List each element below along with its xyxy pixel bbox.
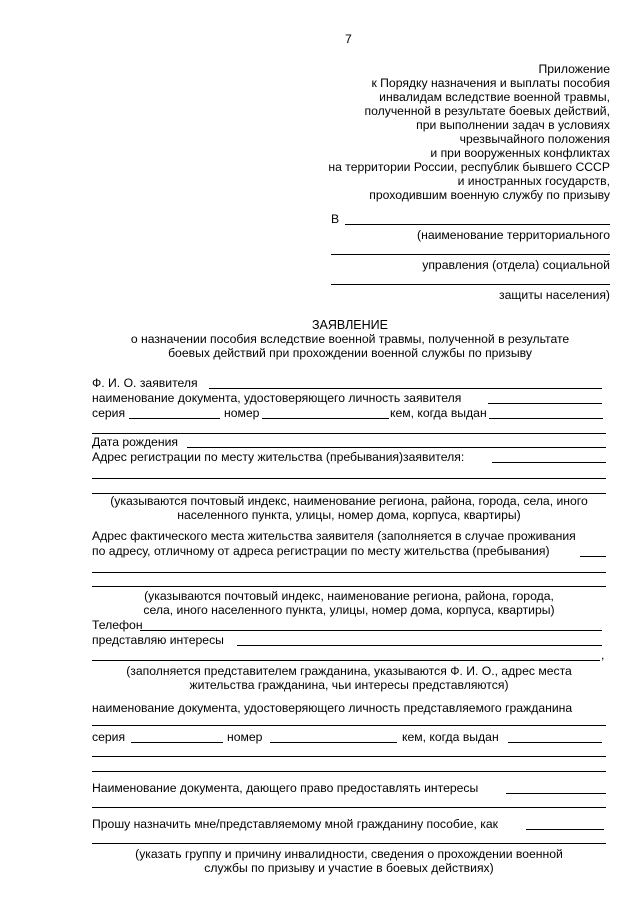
phone-field[interactable] [140, 630, 602, 631]
blank-line[interactable] [92, 807, 606, 808]
fio-field[interactable] [209, 388, 602, 389]
appendix-line: Приложение [538, 62, 610, 76]
fact-address-label: Адрес фактического места жительства заявителя (заполняется в случае проживания [92, 529, 576, 543]
fact-address-label: по адресу, отличному от адреса регистрации по месту жительства (пребывания) [92, 544, 550, 558]
number-field[interactable] [270, 742, 397, 743]
addressee-hint: защиты населения) [499, 288, 610, 302]
appendix-line: на территории России, республик бывшего СССР [328, 160, 610, 174]
appendix-line: и при вооруженных конфликтах [430, 146, 610, 160]
reg-address-hint: (указываются почтовый индекс, наименование региона, района, города, села, иного [110, 494, 588, 508]
birth-date-label: Дата рождения [92, 435, 178, 449]
number-label: номер [227, 730, 263, 744]
reg-address-hint: населенного пункта, улицы, номер дома, корпуса, квартиры) [177, 508, 521, 522]
appendix-line: и иностранных государств, [457, 174, 610, 188]
addressee-hint: (наименование территориального [417, 228, 610, 242]
appendix-line: проходившим военную службу по призыву [369, 188, 610, 202]
series-label: серия [92, 730, 126, 744]
addressee-line[interactable] [331, 284, 610, 285]
document-subtitle: боевых действий при прохождении военной службы по призыву [168, 346, 532, 360]
addressee-prefix: В [331, 212, 340, 226]
request-label: Прошу назначить мне/представляемому мной гражданину пособие, как [92, 817, 498, 831]
addressee-line[interactable] [345, 224, 610, 225]
represent-hint: жительства гражданина, чьи интересы представляются) [189, 678, 509, 692]
fio-label: Ф. И. О. заявителя [92, 376, 198, 390]
appendix-line: инвалидам вследствие военной травмы, [379, 90, 610, 104]
addressee-line[interactable] [331, 254, 610, 255]
issued-label: кем, когда выдан [390, 406, 487, 420]
reg-address-label: Адрес регистрации по месту жительства (пребывания)заявителя: [92, 450, 465, 464]
series-label: серия [92, 406, 126, 420]
represent-hint: (заполняется представителем гражданина, указываются Ф. И. О., адрес места [126, 664, 572, 678]
represent-label: представляю интересы [92, 633, 224, 647]
blank-line[interactable] [92, 586, 606, 587]
reg-address-field[interactable] [492, 462, 606, 463]
number-field[interactable] [262, 418, 389, 419]
appendix-line: чрезвычайного положения [459, 132, 610, 146]
appendix-line: к Порядку назначения и выплаты пособия [371, 76, 610, 90]
blank-line[interactable] [92, 433, 606, 434]
request-hint: (указать группу и причину инвалидности, сведения о прохождении военной [135, 847, 563, 861]
appendix-line: полученной в результате боевых действий, [364, 104, 610, 118]
issued-field[interactable] [508, 742, 602, 743]
right-doc-label: Наименование документа, дающего право предоставлять интересы [92, 781, 479, 795]
blank-line[interactable] [92, 771, 606, 772]
fact-address-hint: (указываются почтовый индекс, наименование региона, района, города, [144, 589, 554, 603]
represent-field[interactable] [237, 645, 602, 646]
document-subtitle: о назначении пособия вследствие военной травмы, полученной в результате [130, 332, 570, 346]
series-field[interactable] [129, 418, 220, 419]
blank-line[interactable] [92, 725, 606, 726]
fact-address-hint: села, иного населенного пункта, улицы, номер дома, корпуса, квартиры) [143, 603, 555, 617]
request-field[interactable] [526, 829, 604, 830]
blank-line[interactable] [92, 660, 600, 661]
blank-line[interactable] [92, 756, 606, 757]
birth-date-field[interactable] [187, 447, 606, 448]
issued-field[interactable] [489, 418, 603, 419]
fact-address-field[interactable] [580, 556, 606, 557]
document-title: ЗАЯВЛЕНИЕ [311, 318, 388, 332]
id-doc-field[interactable] [488, 403, 602, 404]
page-number: 7 [345, 32, 352, 46]
request-hint: службы по призыву и участие в боевых действиях) [204, 861, 494, 875]
phone-label: Телефон [92, 618, 143, 632]
comma: , [601, 648, 605, 662]
blank-line[interactable] [92, 572, 606, 573]
blank-line[interactable] [92, 843, 606, 844]
appendix-line: при выполнении задач в условиях [416, 118, 610, 132]
series-field[interactable] [131, 742, 223, 743]
id-doc-label: наименование документа, удостоверяющего личность заявителя [92, 391, 462, 405]
blank-line[interactable] [92, 478, 606, 479]
rep-id-doc-label: наименование документа, удостоверяющего личность представляемого гражданина [92, 701, 573, 715]
addressee-hint: управления (отдела) социальной [422, 258, 610, 272]
number-label: номер [224, 406, 260, 420]
issued-label: кем, когда выдан [402, 730, 499, 744]
right-doc-field[interactable] [506, 793, 606, 794]
